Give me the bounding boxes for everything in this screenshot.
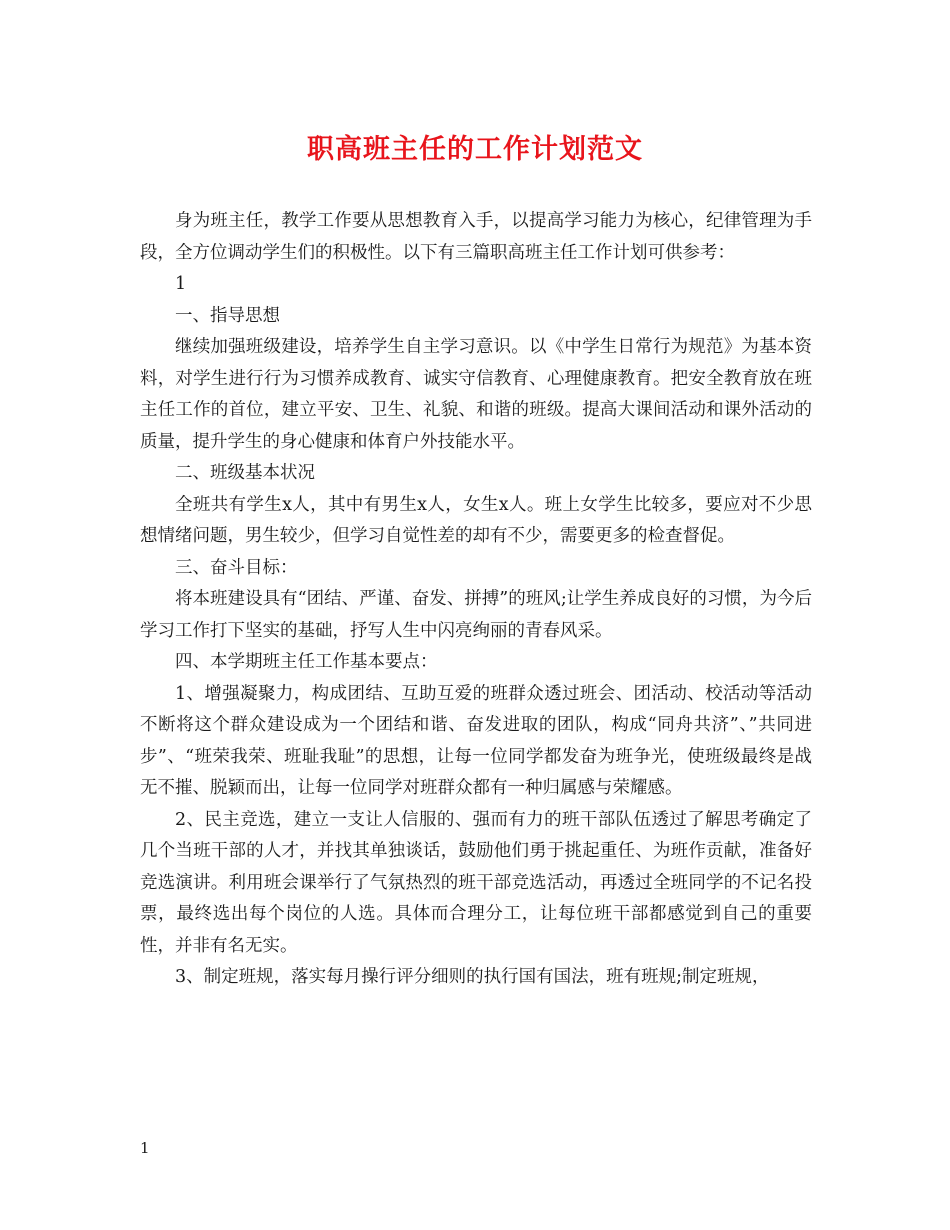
paragraph-point-1: 1、增强凝聚力，构成团结、互助互爱的班群众透过班会、团活动、校活动等活动不断将这个群众建设成为一个团结和谐、奋发进取的团队，构成“同舟共济”、”共同进步”、“班荣我荣、班耻我耻”的思想，让每一位同学都发奋为班争光，使班级最终是战无不摧、脱颖而出，让每一位同学对班群众都有一种归属感与荣耀感。 xyxy=(140,683,812,798)
document-title: 职高班主任的工作计划范文 xyxy=(307,134,643,165)
paragraph-goals: 将本班建设具有“团结、严谨、奋发、拼搏”的班风;让学生养成良好的习惯，为今后学习工作打下坚实的基础，抒写人生中闪亮绚丽的青春风采。 xyxy=(140,589,812,641)
paragraph-guiding-thought: 继续加强班级建设，培养学生自主学习意识。以《中学生日常行为规范》为基本资料，对学生进行行为习惯养成教育、诚实守信教育、心理健康教育。把安全教育放在班主任工作的首位，建立平安、卫生、礼貌、和谐的班级。提高大课间活动和课外活动的质量，提升学生的身心健康和体育户外技能水平。 xyxy=(140,337,812,452)
heading-goals: 三、奋斗目标： xyxy=(175,557,298,578)
section-number: 1 xyxy=(175,274,187,294)
heading-key-points: 四、本学期班主任工作基本要点： xyxy=(175,652,438,672)
document-body xyxy=(140,206,812,994)
intro-paragraph: 身为班主任，教学工作要从思想教育入手，以提高学习能力为核心，纪律管理为手段，全方位调动学生们的积极性。以下有三篇职高班主任工作计划可供参考： xyxy=(140,211,812,263)
heading-guiding-thought: 一、指导思想 xyxy=(175,305,280,326)
paragraph-point-3: 3、制定班规，落实每月操行评分细则的执行国有国法，班有班规;制定班规， xyxy=(175,967,770,987)
page-number: 1 xyxy=(140,1139,150,1157)
paragraph-point-2: 2、民主竞选，建立一支让人信服的、强而有力的班干部队伍透过了解思考确定了几个当班干部的人才，并找其单独谈话，鼓励他们勇于挑起重任、为班作贡献，准备好竞选演讲。利用班会课举行了气氛热烈的班干部竞选活动，再透过全班同学的不记名投票，最终选出每个岗位的人选。具体而合理分工，让每位班干部都感觉到自己的重要性，并非有名无实。 xyxy=(140,809,812,956)
paragraph-class-status: 全班共有学生x人，其中有男生x人，女生x人。班上女学生比较多，要应对不少思想情绪问题，男生较少，但学习自觉性差的却有不少，需要更多的检查督促。 xyxy=(140,494,812,546)
heading-class-status: 二、班级基本状况 xyxy=(175,463,315,483)
